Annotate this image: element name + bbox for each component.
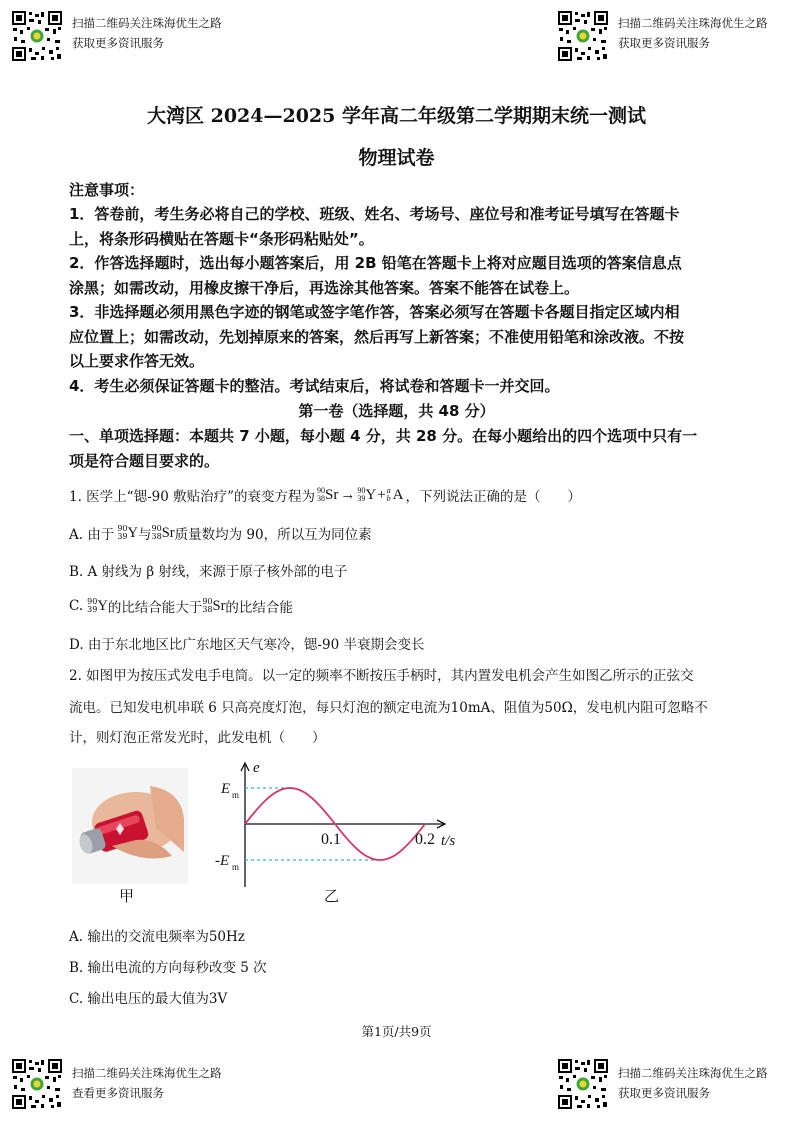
- q2-option-b: B. 输出电流的方向每秒改变 5 次: [69, 960, 267, 976]
- footer-right-text: [618, 1063, 768, 1103]
- footer-left-text: [72, 1063, 222, 1103]
- nuclide-z: 39: [87, 605, 98, 614]
- q1-a-pre: A. 由于: [69, 527, 115, 543]
- footer-left-line1: 扫描二维码关注珠海优生之路: [72, 1066, 222, 1080]
- y-symbol: Y: [127, 524, 139, 541]
- header-left-line2: 获取更多资讯服务: [72, 36, 164, 50]
- q1-a-mid: 与: [138, 527, 152, 543]
- qr-code-icon: [557, 10, 609, 62]
- nuclide-mass: 90: [202, 597, 213, 606]
- nuclide-z: 38: [151, 532, 162, 541]
- y-symbol: Y: [97, 597, 108, 614]
- page-number: 第1页/共9页: [361, 1024, 432, 1039]
- sr-z: 38: [317, 494, 326, 503]
- nuclide-mass: 90: [117, 524, 128, 533]
- header-right-line1: 扫描二维码关注珠海优生之路: [618, 16, 768, 30]
- a-symbol: A: [392, 486, 404, 503]
- q1-c-post: 的比结合能: [225, 600, 293, 616]
- q2-stem-line: 2. 如图甲为按压式发电手电筒。以一定的频率不断按压手柄时，其内置发电机会产生如图乙所示的正弦交: [69, 668, 694, 684]
- q2-stem-line: 流电。已知发电机串联 6 只高亮度灯泡，每只灯泡的额定电流为10mA、阻值为50Ω，发电机内阻可忽略不: [69, 700, 708, 716]
- footer-right-line1: 扫描二维码关注珠海优生之路: [618, 1066, 768, 1080]
- notice-line: 应位置上；如需改动，先划掉原来的答案，然后再写上新答案；不准使用铅笔和涂改液。不按: [69, 328, 685, 346]
- header-left-text: [72, 13, 222, 53]
- q1-c-mid: 的比结合能大于: [107, 600, 203, 616]
- y-tick-label: E: [221, 781, 231, 797]
- y-z: 39: [357, 494, 366, 503]
- y-tick-label-sub: m: [232, 862, 240, 872]
- header-right-text: [618, 13, 768, 53]
- x-tick-label: 0.2: [415, 831, 435, 848]
- notice-line: 4．考生必须保证答题卡的整洁。考试结束后，将试卷和答题卡一并交回。: [69, 377, 560, 395]
- y-mass: 90: [357, 486, 366, 495]
- page-title: 大湾区 2024—2025 学年高二年级第二学期期末统一测试: [147, 105, 646, 127]
- y-tick-label: -E: [215, 853, 230, 869]
- sr-mass: 90: [317, 486, 326, 495]
- header-left-line1: 扫描二维码关注珠海优生之路: [72, 16, 222, 30]
- part1-line2: 项是符合题目要求的。: [69, 452, 220, 470]
- notice-line: 3．非选择题必须用黑色字迹的钢笔或签字笔作答，答案必须写在答题卡各题目指定区域内相: [69, 303, 680, 321]
- plus: +: [377, 486, 386, 503]
- q1-c-pre: C.: [69, 598, 84, 614]
- notice-heading: 注意事项：: [69, 181, 145, 199]
- q1-option-b: B. A 射线为 β 射线，来源于原子核外部的电子: [69, 564, 348, 580]
- q1-option-a: [69, 523, 372, 543]
- figure-jia-label: 甲: [119, 887, 135, 905]
- x-axis-label: t/s: [441, 833, 456, 849]
- nuclide-mass: 90: [87, 597, 98, 606]
- nuclide-z: 39: [117, 532, 128, 541]
- qr-code-icon: [557, 1058, 609, 1110]
- q1-stem-b: ，下列说法正确的是（ ）: [405, 489, 582, 505]
- q1-option-c: [69, 596, 293, 616]
- q1-a-post: 质量数均为 90，所以互为同位素: [174, 527, 372, 543]
- sr-symbol: Sr: [325, 486, 339, 503]
- y-axis-label: e: [253, 760, 260, 776]
- part1-line1: 一、单项选择题：本题共 7 小题，每小题 4 分，共 28 分。在每小题给出的四个选项中只有一: [69, 427, 698, 445]
- nuclide-mass: 90: [151, 524, 162, 533]
- qr-code-icon: [11, 10, 63, 62]
- q2-option-c: C. 输出电压的最大值为3V: [69, 991, 228, 1007]
- notice-line: 上，将条形码横贴在答题卡“条形码粘贴处”。: [69, 230, 374, 248]
- footer-left-line2: 查看更多资讯服务: [72, 1086, 164, 1100]
- notice-line: 2．作答选择题时，选出每小题答案后，用 2B 铅笔在答题卡上将对应题目选项的答案信息点: [69, 254, 682, 272]
- arrow: →: [340, 486, 356, 503]
- y-tick-label-sub: m: [232, 790, 240, 800]
- sr-symbol: Sr: [161, 524, 175, 541]
- sr-symbol: Sr: [212, 597, 226, 614]
- a-mass: a: [386, 486, 391, 495]
- q1-stem: [69, 485, 581, 505]
- q1-option-d: D. 由于东北地区比广东地区天气寒冷，锶-90 半衰期会变长: [69, 637, 425, 653]
- decay-equation: [317, 487, 404, 504]
- page-subtitle: 物理试卷: [358, 147, 435, 169]
- flashlight-photo: [72, 768, 188, 884]
- nuclide-z: 38: [202, 605, 213, 614]
- a-z: b: [386, 494, 391, 503]
- section-title: 第一卷（选择题，共 48 分）: [298, 402, 495, 420]
- q2-stem-line: 计，则灯泡正常发光时，此发电机（ ）: [69, 730, 326, 746]
- x-tick-label: 0.1: [321, 831, 341, 848]
- footer-right-line2: 获取更多资讯服务: [618, 1086, 710, 1100]
- figure-yi-label: 乙: [324, 887, 340, 905]
- q2-option-a: A. 输出的交流电频率为50Hz: [69, 929, 245, 945]
- notice-line: 涂黑；如需改动，用橡皮擦干净后，再选涂其他答案。答案不能答在试卷上。: [69, 279, 580, 297]
- y-symbol: Y: [365, 486, 377, 503]
- qr-code-icon: [11, 1058, 63, 1110]
- header-right-line2: 获取更多资讯服务: [618, 36, 710, 50]
- q1-stem-a: 1. 医学上“锶-90 敷贴治疗”的衰变方程为: [69, 489, 316, 505]
- notice-line: 1．答卷前，考生务必将自己的学校、班级、姓名、考场号、座位号和准考证号填写在答题卡: [69, 205, 680, 223]
- notice-line: 以上要求作答无效。: [69, 352, 205, 370]
